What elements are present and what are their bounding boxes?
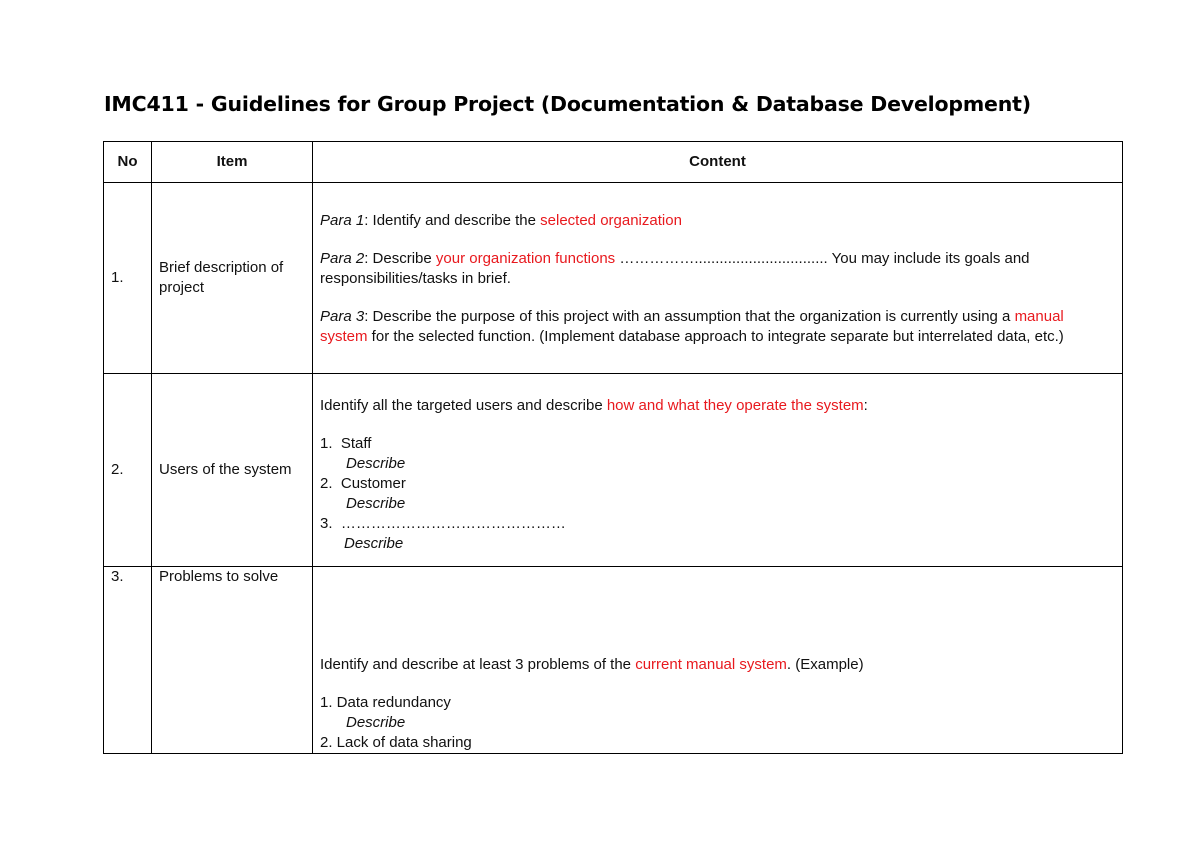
guidelines-table [103, 141, 1123, 754]
row-content [313, 567, 1123, 754]
problems-intro: Identify and describe at least 3 problems of the current manual system. (Example) [320, 656, 864, 673]
row-content [313, 183, 1123, 374]
document-title: IMC411 - Guidelines for Group Project (Documentation & Database Development) [104, 92, 1031, 116]
list-item-desc: Describe [346, 455, 406, 472]
row-content [313, 374, 1123, 567]
row-number: 3. [104, 567, 152, 754]
users-intro: Identify all the targeted users and describe how and what they operate the system: [320, 397, 868, 414]
row-item: Users of the system [152, 374, 313, 567]
list-item: 1. Data redundancy [320, 694, 451, 711]
row-item: Brief description of project [152, 183, 313, 374]
para-3: Para 3: Describe the purpose of this project with an assumption that the organization is currently using a manual system for the selected function. (Implement database approach to integrate separate but interrelated data, etc.) [320, 308, 1064, 345]
table-row [104, 567, 1123, 754]
para-1: Para 1: Identify and describe the selected organization [320, 212, 682, 229]
table-header-row [104, 142, 1123, 183]
list-item: 3. ……………………………………… [320, 515, 566, 532]
header-no: No [104, 142, 152, 183]
row-item: Problems to solve [152, 567, 313, 754]
header-item: Item [152, 142, 313, 183]
row-number: 2. [104, 374, 152, 567]
row-number: 1. [104, 183, 152, 374]
list-item-desc: Describe [346, 714, 406, 731]
list-item: 2. Customer [320, 475, 406, 492]
para-2: Para 2: Describe your organization functions ……………................................ You may include its goals and responsibilities/tasks in brief. [320, 250, 1030, 287]
table-row [104, 183, 1123, 374]
list-item: 1. Staff [320, 435, 372, 452]
table-row [104, 374, 1123, 567]
list-item: 2. Lack of data sharing [320, 734, 472, 751]
list-item-desc: Describe [344, 535, 404, 552]
header-content: Content [313, 142, 1123, 183]
list-item-desc: Describe [346, 495, 406, 512]
